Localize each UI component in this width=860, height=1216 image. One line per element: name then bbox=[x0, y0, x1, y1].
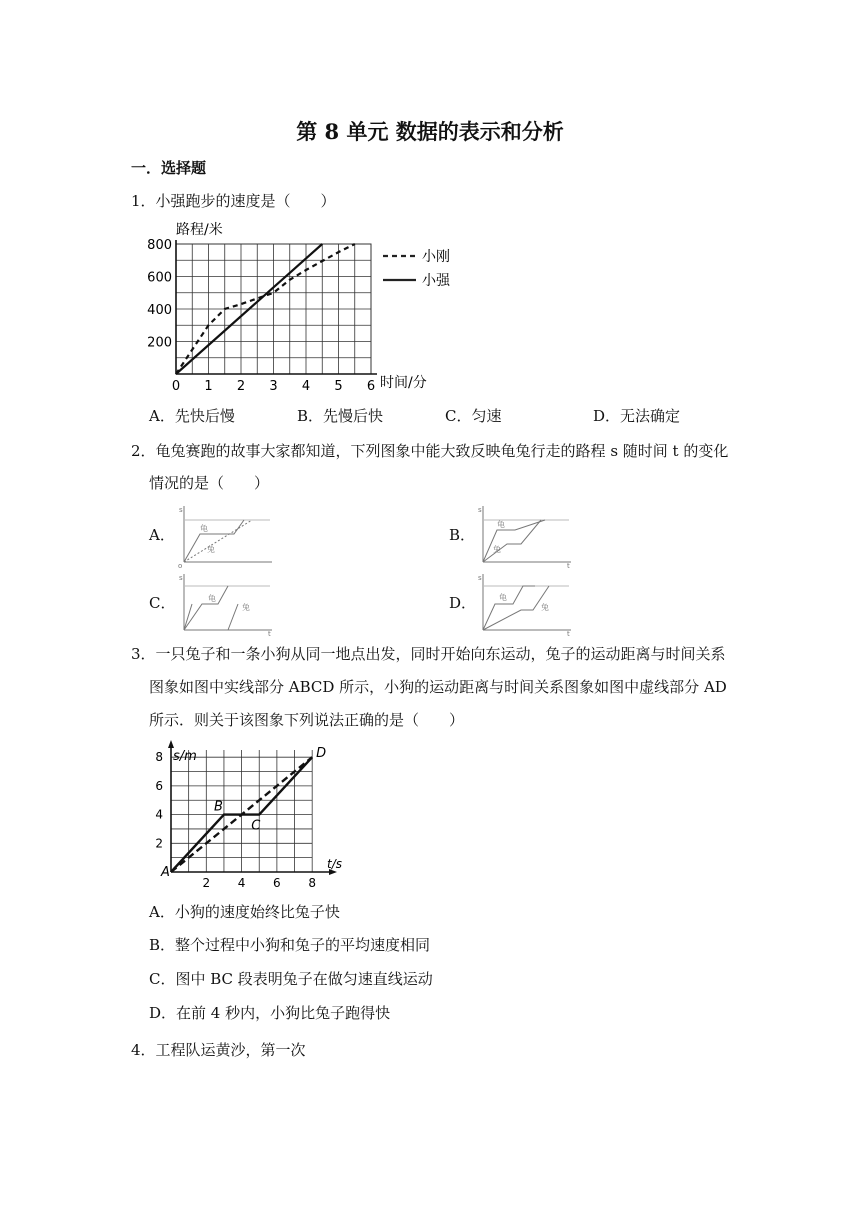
q1-legend-label-xiaoqiang: 小强 bbox=[422, 273, 450, 289]
question-2-stem-line2: 情况的是（ ） bbox=[149, 474, 270, 492]
q1-x-tick-label: 5 bbox=[334, 379, 343, 394]
svg-text:s: s bbox=[478, 574, 482, 582]
q3-y-tick-label: 6 bbox=[155, 778, 163, 793]
q2-option-a-label[interactable]: A． bbox=[149, 526, 175, 544]
question-2-stem-line1: 2．龟兔赛跑的故事大家都知道，下列图象中能大致反映龟兔行走的路程 s 随时间 t 的变化 bbox=[131, 442, 729, 460]
q3-option-c[interactable]: C．图中 BC 段表明兔子在做匀速直线运动 bbox=[149, 970, 433, 988]
q1-y-tick-label: 800 bbox=[147, 238, 172, 253]
svg-text:t: t bbox=[567, 562, 570, 570]
q1-x-axis-label: 时间/分 bbox=[380, 375, 427, 391]
q2-option-b-label[interactable]: B． bbox=[449, 526, 476, 544]
q3-x-tick-label: 2 bbox=[202, 876, 211, 890]
q3-x-tick-label: 6 bbox=[273, 876, 281, 890]
question-3-stem-line3: 所示．则关于该图象下列说法正确的是（ ） bbox=[149, 711, 465, 729]
q2-graph-c[interactable] bbox=[172, 568, 277, 638]
q3-point-c-label: C bbox=[251, 818, 261, 834]
q3-option-d[interactable]: D．在前 4 秒内，小狗比兔子跑得快 bbox=[149, 1004, 391, 1022]
section-heading: 一．选择题 bbox=[131, 159, 207, 177]
svg-text:兔: 兔 bbox=[493, 545, 501, 554]
q3-point-b-label: B bbox=[213, 799, 223, 815]
svg-text:s: s bbox=[179, 574, 183, 582]
q3-y-tick-label: 8 bbox=[155, 750, 163, 765]
q1-x-tick-label: 4 bbox=[301, 379, 311, 394]
svg-text:t: t bbox=[268, 630, 271, 638]
q3-x-tick-label: 4 bbox=[237, 876, 246, 890]
q3-option-b[interactable]: B．整个过程中小狗和兔子的平均速度相同 bbox=[149, 936, 431, 954]
q3-y-tick-label: 2 bbox=[155, 836, 163, 851]
q3-x-axis-label: t/s bbox=[327, 857, 342, 871]
q1-option-b[interactable]: B．先慢后快 bbox=[297, 407, 384, 425]
q1-x-tick-label: 0 bbox=[171, 379, 181, 394]
question-4-stem: 4．工程队运黄沙，第一次 bbox=[131, 1041, 306, 1059]
q3-y-tick-label: 4 bbox=[155, 807, 163, 822]
q3-point-d-label: D bbox=[316, 746, 327, 762]
svg-text:s: s bbox=[179, 506, 183, 514]
svg-text:龟: 龟 bbox=[497, 520, 505, 529]
q1-y-axis-label: 路程/米 bbox=[176, 222, 223, 238]
svg-text:兔: 兔 bbox=[242, 603, 250, 612]
question-1-stem: 1．小强跑步的速度是（ ） bbox=[131, 192, 336, 210]
q3-y-axis-label: s/m bbox=[173, 749, 197, 764]
q1-x-tick-label: 2 bbox=[236, 379, 246, 394]
q1-y-tick-label: 200 bbox=[147, 335, 172, 351]
page-title: 第 8 单元 数据的表示和分析 bbox=[296, 119, 564, 144]
question-3-stem-line2: 图象如图中实线部分 ABCD 所示，小狗的运动距离与时间关系图象如图中虚线部分 AD bbox=[149, 678, 727, 696]
q1-x-tick-label: 1 bbox=[204, 379, 213, 394]
svg-text:兔: 兔 bbox=[207, 545, 215, 554]
q1-x-tick-label: 6 bbox=[366, 379, 376, 394]
q2-option-d-label[interactable]: D． bbox=[449, 594, 477, 612]
q1-option-a[interactable]: A．先快后慢 bbox=[149, 407, 235, 425]
svg-text:兔: 兔 bbox=[541, 603, 549, 612]
q1-option-c[interactable]: C．匀速 bbox=[445, 407, 502, 425]
svg-text:t: t bbox=[567, 630, 570, 638]
q2-graph-b[interactable] bbox=[471, 500, 576, 570]
q2-graph-d[interactable] bbox=[471, 568, 576, 638]
q3-x-tick-label: 8 bbox=[308, 876, 316, 890]
q1-option-d[interactable]: D．无法确定 bbox=[593, 407, 681, 425]
q3-point-a-label: A bbox=[161, 865, 170, 880]
svg-text:龟: 龟 bbox=[200, 524, 208, 533]
q2-option-c-label[interactable]: C． bbox=[149, 594, 176, 612]
svg-text:龟: 龟 bbox=[499, 593, 507, 602]
q1-legend-label-xiaogang: 小刚 bbox=[422, 249, 450, 265]
q3-option-a[interactable]: A．小狗的速度始终比兔子快 bbox=[149, 903, 340, 921]
q1-y-tick-label: 400 bbox=[147, 303, 172, 318]
question-3-stem-line1: 3．一只兔子和一条小狗从同一地点出发，同时开始向东运动，兔子的运动距离与时间关系 bbox=[131, 645, 726, 663]
q1-x-tick-label: 3 bbox=[269, 379, 278, 394]
svg-text:o: o bbox=[178, 562, 183, 570]
q3-y-arrow bbox=[168, 740, 174, 748]
q1-y-tick-label: 600 bbox=[147, 270, 172, 286]
q3-chart bbox=[145, 738, 355, 892]
q2-graph-a[interactable] bbox=[172, 500, 277, 570]
svg-text:s: s bbox=[478, 506, 482, 514]
q1-chart bbox=[140, 212, 460, 394]
q1-grid bbox=[176, 244, 371, 374]
svg-text:龟: 龟 bbox=[208, 594, 216, 603]
